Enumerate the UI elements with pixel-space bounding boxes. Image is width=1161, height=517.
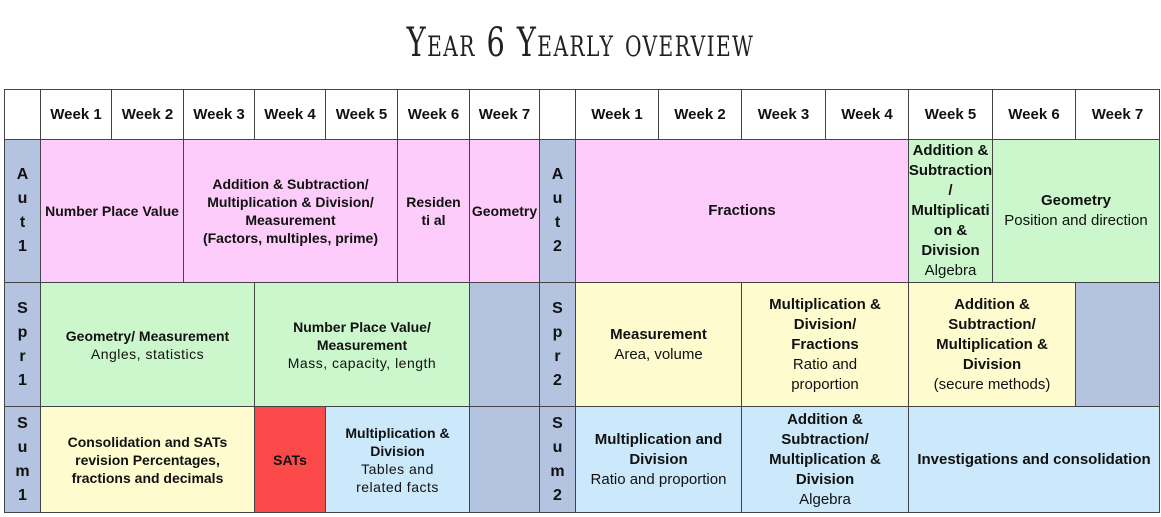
week-header: Week 1 (41, 90, 112, 140)
sum1-consolidation (41, 407, 255, 513)
week-header: Week 7 (470, 90, 540, 140)
term-label-aut1: A u t 1 (5, 140, 41, 283)
page-title: Year 6 Yearly overview (406, 20, 755, 66)
week-header: Week 6 (993, 90, 1076, 140)
sum2-addition-subtraction (742, 407, 909, 513)
cell-subtitle: Algebra (799, 490, 851, 508)
spr2-empty (1076, 283, 1160, 407)
week-header: Week 4 (255, 90, 326, 140)
week-header: Week 4 (826, 90, 909, 140)
spr1-empty (470, 283, 540, 407)
sum2-multiplication-division (576, 407, 742, 513)
cell-subtitle: Tables and related facts (356, 460, 439, 495)
cell-subtitle: Position and direction (1004, 212, 1148, 229)
week-header: Week 1 (576, 90, 659, 140)
term-label-spr1: S p r 1 (5, 283, 41, 407)
cell-subtitle: Ratio and proportion (590, 470, 727, 488)
corner-cell-right (540, 90, 576, 140)
cell-subtitle: Area, volume (614, 345, 703, 363)
cell-subtitle: Angles, statistics (90, 345, 205, 362)
cell-title: Residenti al (406, 194, 461, 228)
week-header: Week 7 (1076, 90, 1160, 140)
cell-title: Investigations and consolidation (917, 450, 1151, 468)
cell-title: Geometry (471, 203, 538, 219)
week-header: Week 5 (326, 90, 398, 140)
term-label-spr2: S p r 2 (540, 283, 576, 407)
week-header: Week 5 (909, 90, 993, 140)
week-header: Week 3 (742, 90, 826, 140)
cell-subtitle: (Factors, multiples, prime) (202, 230, 379, 246)
aut1-number-place-value (41, 140, 184, 283)
cell-title: Multiplication & Division (345, 424, 450, 459)
cell-subtitle: Algebra (924, 262, 977, 279)
term-label-sum1: S u m 1 (5, 407, 41, 513)
cell-title: Measurement (610, 325, 707, 343)
term-label-sum2: S u m 2 (540, 407, 576, 513)
cell-title: Geometry/ Measurement (65, 327, 230, 344)
cell-subtitle: Mass, capacity, length (287, 354, 437, 371)
aut2-addition-subtraction (909, 140, 993, 283)
week-header: Week 2 (659, 90, 742, 140)
sum1-sats (255, 407, 326, 513)
term-label-aut2: A u t 2 (540, 140, 576, 283)
cell-subtitle: Ratio and proportion (791, 355, 859, 393)
corner-cell-left (5, 90, 41, 140)
week-header: Week 2 (112, 90, 184, 140)
aut2-fractions (576, 140, 909, 283)
aut1-operations (184, 140, 398, 283)
spr1-number-place-value (255, 283, 470, 407)
sum2-investigations (909, 407, 1160, 513)
aut1-residential (398, 140, 470, 283)
cell-title: Multiplication and Division (594, 430, 723, 468)
cell-title: SATs (273, 451, 307, 468)
overview-table (4, 89, 1160, 513)
cell-title: Geometry (1040, 192, 1112, 209)
spr2-multiplication-division (742, 283, 909, 407)
cell-title: Number Place Value/ Measurement (293, 318, 431, 353)
cell-subtitle: (secure methods) (933, 375, 1051, 393)
spr2-addition-subtraction (909, 283, 1076, 407)
cell-title: Addition & Subtraction/ Multiplication & Division (936, 295, 1048, 373)
cell-title: Fractions (708, 202, 776, 219)
sum1-multiplication-division (326, 407, 470, 513)
spr1-geometry-measurement (41, 283, 255, 407)
sum1-empty (470, 407, 540, 513)
cell-title: Consolidation and SATs revision Percentages, fractions and decimals (67, 433, 228, 486)
aut1-geometry (470, 140, 540, 283)
cell-title: Addition & Subtraction / Multiplicati on & Division (908, 142, 993, 259)
week-header: Week 6 (398, 90, 470, 140)
cell-title: Number Place Value (45, 203, 179, 219)
cell-title: Multiplication & Division/ Fractions (769, 295, 881, 353)
cell-title: Addition & Subtraction/ Multiplication & Division (769, 410, 881, 488)
aut2-geometry (993, 140, 1160, 283)
spr2-measurement (576, 283, 742, 407)
cell-title: Addition & Subtraction/ Multiplication & Division/ Measurement (207, 176, 374, 228)
week-header: Week 3 (184, 90, 255, 140)
